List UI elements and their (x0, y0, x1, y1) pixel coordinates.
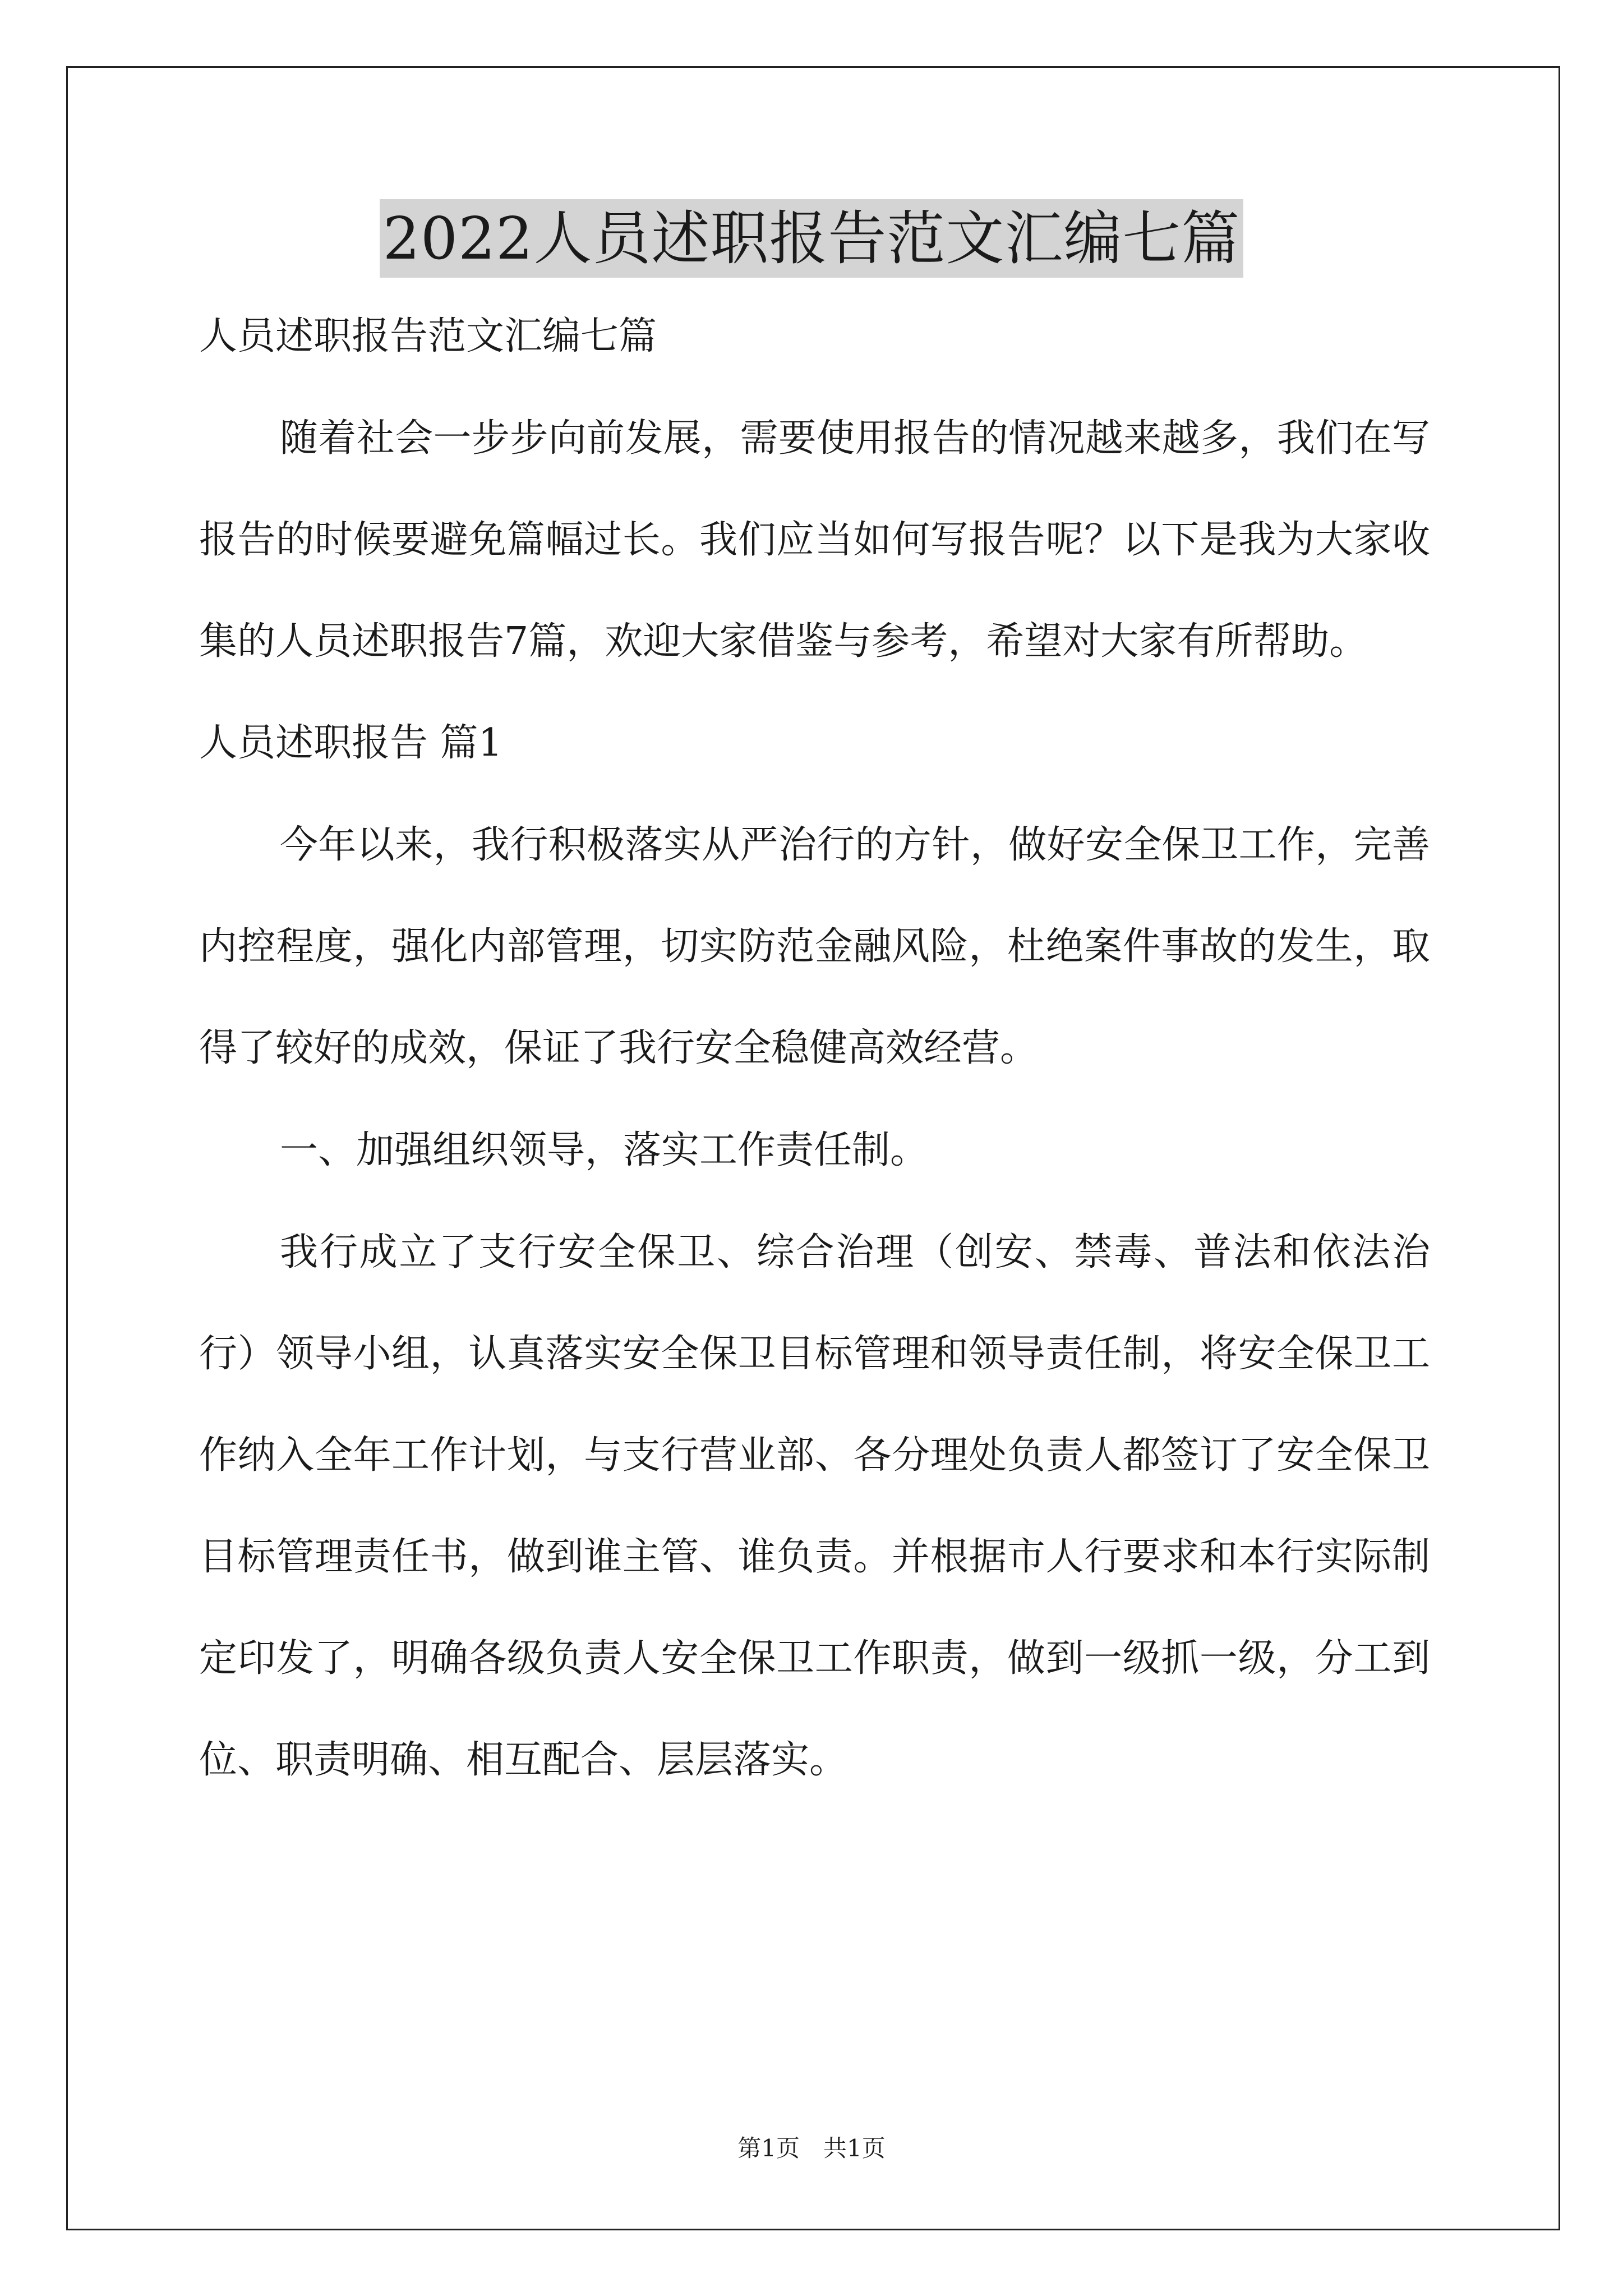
body-paragraph: 我行成立了支行安全保卫、综合治理（创安、禁毒、普法和依法治行）领导小组，认真落实安全保卫目标管理和领导责任制，将安全保卫工作纳入全年工作计划，与支行营业部、各分理处负责人都签订了安全保卫目标管理责任书，做到谁主管、谁负责。并根据市人行要求和本行实际制定印发了，明确各级负责人安全保卫工作职责，做到一级抓一级，分工到位、职责明确、相互配合、层层落实。 (199, 1230, 1430, 1782)
intro-paragraph: 随着社会一步步向前发展，需要使用报告的情况越来越多，我们在写报告的时候要避免篇幅过长。我们应当如何写报告呢？以下是我为大家收集的人员述职报告7篇，欢迎大家借鉴与参考，希望对大家有所帮助。 (199, 416, 1430, 664)
document-title: 2022人员述职报告范文汇编七篇 (380, 199, 1244, 278)
body-paragraph-heading: 一、加强组织领导，落实工作责任制。 (280, 1128, 929, 1172)
title-container (0, 199, 1623, 278)
page-footer: 第1页 共1页 (737, 2134, 886, 2162)
section-heading: 人员述职报告 篇1 (199, 721, 502, 765)
body-paragraph: 今年以来，我行积极落实从严治行的方针，做好安全保卫工作，完善内控程度，强化内部管理，切实防范金融风险，杜绝案件事故的发生，取得了较好的成效，保证了我行安全稳健高效经营。 (199, 823, 1430, 1070)
document-body (199, 311, 1430, 1837)
document-subtitle: 人员述职报告范文汇编七篇 (199, 314, 657, 358)
